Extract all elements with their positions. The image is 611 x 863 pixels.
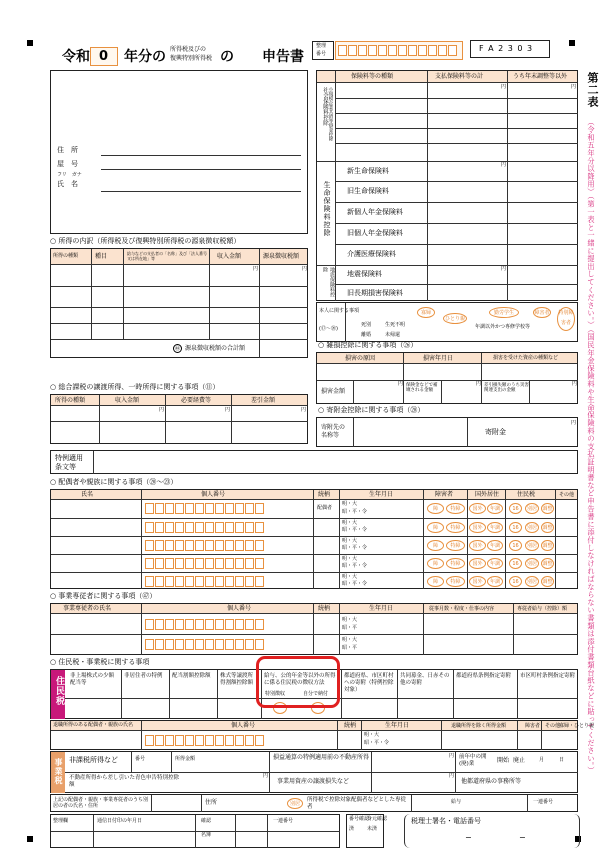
income-section-title: ○ 所得の内訳（所得税及び復興特別所得税の源泉徴収税額） (50, 237, 241, 245)
widow-checkbox[interactable]: 寡婦 (417, 307, 435, 318)
life-row-4: 旧個人年金保険料 (347, 229, 403, 237)
seiri-number-field[interactable] (335, 41, 463, 60)
business-tax-side-label: 事業税 (54, 758, 63, 785)
dependent-nenchou-3[interactable]: 年調 (487, 540, 503, 551)
dependent-disabled-1[interactable]: 障 (427, 503, 444, 514)
dependent-number-cells-2[interactable] (145, 522, 265, 541)
yago-line[interactable] (101, 169, 301, 170)
life-row-5: 介護医療保険料 (347, 250, 396, 258)
era-label: 令和 (62, 49, 90, 65)
highlight-box (256, 656, 340, 708)
title-right: 申告書 (262, 49, 304, 65)
quake-label: 地震保険料控除 (322, 267, 335, 297)
dependent-separate-3[interactable]: 別居 (525, 540, 539, 551)
resident-col-2: 非居住者の特例 (124, 673, 163, 679)
aggregate-table: 所得の種類 収入金額 必要経費等 差引金額 円 円 円 (50, 394, 308, 444)
personal-items-range: (⑰〜⑳) (319, 326, 338, 332)
resident-spouse-row: 退職所得のある配偶者・親族の氏名 個人番号 続柄 生年月日 退職所得を除く所得金額 障害者 その他 寡婦・ひとり親 明・大 昭・平・令 (50, 720, 578, 750)
dependent-separate-5[interactable]: 別居 (525, 576, 539, 587)
dependent-nenchou-4[interactable]: 年調 (487, 558, 503, 569)
sidebar-note: （令和五年分以降用）（第一表と一緒に提出してください。）（国民年金保険料や生命保険料の支払証明書など申告書に添付しなければならない書類は添付書類台紙などに貼ってください。） (587, 118, 596, 775)
personal-items-label: 本人に関する事項 (319, 308, 360, 314)
dependent-nenchou-1[interactable]: 年調 (487, 503, 503, 514)
dependent-disabled-5[interactable]: 障 (427, 576, 444, 587)
address-label: 住 所 (57, 146, 78, 154)
student-checkbox[interactable]: 勤労学生 (489, 307, 519, 318)
life-label: 生命保険料控除 (323, 181, 331, 237)
ins-header-total: 支払保険料等の計 (435, 73, 484, 80)
hitorioya-checkbox[interactable]: ひとり親 (443, 313, 467, 324)
title-tax-small-2: 復興特別所得税 (170, 55, 213, 62)
dependent-special-4[interactable]: 特障 (446, 558, 465, 569)
dependent-number-cells-5[interactable] (145, 576, 265, 595)
small-label: 小規模企業共済等掛金控除 (328, 87, 333, 141)
casualty-section-title: ○ 雑損控除に関する事項（㉖） (318, 341, 418, 349)
disabled-checkbox[interactable]: 障害者 (533, 307, 551, 318)
life-row-2: 旧生命保険料 (347, 187, 389, 195)
business-tax-table: 事業税 非課税所得など 番号 所得金額 損益通算の特例適用前の不動産所得 前年中の開(廃)業 開始 廃止 月 日 不動産所得から差し引いた青色申告特別控除額 事業用資産の譲渡損失など 他都道府県の事務所等 円 円 円 (50, 751, 578, 793)
dependent-16-4[interactable]: 16 (509, 558, 522, 569)
dependent-separate-1[interactable]: 別居 (525, 503, 539, 514)
donation-section-title: ○ 寄附金控除に関する事項（㉘） (318, 406, 425, 414)
dependent-abroad-3[interactable]: 国外 (469, 540, 486, 551)
dependent-special-5[interactable]: 特障 (446, 576, 465, 587)
collect-option-2: 自分で納付 (303, 691, 329, 697)
ins-header-other: うち年末調整等以外 (513, 73, 568, 80)
employee-number-cells-1[interactable] (145, 619, 265, 638)
footer-sep-row: 上記の配偶者・親族・事業専従者のうち別居の者の氏名・住所 住所 別居 所得税で控除対象配偶者などとした専従者 給与 一連番号 (50, 794, 578, 812)
dependent-disabled-4[interactable]: 障 (427, 558, 444, 569)
quake-row-1: 地震保険料 (347, 270, 382, 278)
dependent-number-cells-1[interactable] (145, 503, 265, 522)
dependent-separate-4[interactable]: 別居 (525, 558, 539, 569)
furigana-label: フリ ガナ (57, 172, 82, 178)
personal-box (50, 70, 308, 234)
registration-mark-tl (27, 40, 33, 46)
dependent-abroad-1[interactable]: 国外 (469, 503, 486, 514)
dependent-special-2[interactable]: 特障 (446, 522, 465, 533)
dependent-adjust-4[interactable]: 調整 (541, 558, 554, 569)
registration-mark-tr (569, 40, 575, 46)
business-emp-table: 事業専従者の氏名 個人番号 続柄 生年月日 従事月数・程度・仕事の内容 専従者給与（控除）額 明・大 昭・平 明・大 昭・平 (50, 603, 578, 655)
resident-col-5: 給与、公的年金等以外の所得に係る住民税の徴収方法 (264, 673, 336, 686)
resident-tax-side-label: 住民税 (54, 676, 64, 706)
resident-tax-section-title: ○ 住民税・事業税に関する事項 (50, 658, 150, 666)
resident-col-3: 配当割額控除額 (172, 673, 211, 679)
dependent-disabled-2[interactable]: 障 (427, 522, 444, 533)
dependent-adjust-2[interactable]: 調整 (541, 522, 554, 533)
dependent-separate-2[interactable]: 別居 (525, 522, 539, 533)
employee-number-cells-2[interactable] (145, 639, 265, 658)
dependent-16-2[interactable]: 16 (509, 522, 522, 533)
dependent-nenchou-2[interactable]: 年調 (487, 522, 503, 533)
life-row-3: 新個人年金保険料 (347, 208, 403, 216)
dependent-16-5[interactable]: 16 (509, 576, 522, 587)
resident-col-6: 都道府県、市区町村への寄附（特例控除対象） (344, 673, 394, 693)
casualty-table: 損害の原因 損害年月日 損害を受けた資産の種類など 損害金額 保険金などで補塡される金額 差引損失額のうち災害関連支出の金額 円 円 円 (316, 352, 578, 404)
dependent-disabled-3[interactable]: 障 (427, 540, 444, 551)
title-mid: 年分の (124, 49, 166, 65)
sidebar-title: 第二表 (586, 72, 599, 108)
dependents-table: 氏名 個人番号 続柄 生年月日 障害者 国外居住 住民税 その他 配偶者 明・大 昭・平・令 明・大 昭・平・令 明・大 昭・平・令 明・大 昭・平・令 明・大 昭・平・令 障 特障 国外 年調 16 別居 調整 障 特障 国外 年調 16 別居 調整 障 特障 国外 年調 16 別居 調整 障 特障 国外 年調 16 別居 調整 障 特障 国外 年調 16 別居 調整 (50, 489, 578, 589)
dependent-nenchou-5[interactable]: 年調 (487, 576, 503, 587)
resident-col-9: 市区町村条例指定寄附 (520, 673, 576, 679)
business-emp-section-title: ○ 事業専従者に関する事項（㊼） (50, 592, 157, 600)
social-label: 社会保険料控除 (322, 87, 328, 126)
dependents-section-title: ○ 配偶者や親族に関する事項（⑳〜㉓） (50, 478, 178, 486)
name-label: 氏 名 (57, 180, 78, 188)
dependent-abroad-2[interactable]: 国外 (469, 522, 486, 533)
dependent-special-1[interactable]: 特障 (446, 503, 465, 514)
dependent-adjust-5[interactable]: 調整 (541, 576, 554, 587)
zeirishi-label: 税理士署名・電話番号 (411, 817, 481, 825)
office-use-box: 整理欄 通信日付印の年月日 確認 名簿 一連番号 (50, 814, 340, 848)
personal-items-box: 本人に関する事項 (⑰〜⑳) 寡婦 ひとり親 勤労学生 障害者 特別障害者 死別 生死不明 離婚 未帰還 年調以外かつ専修学校等 (316, 302, 578, 342)
registration-mark-bl (27, 836, 33, 842)
dependent-abroad-4[interactable]: 国外 (469, 558, 486, 569)
resident-col-1: 非上場株式の少額配当等 (70, 673, 115, 686)
dependent-number-cells-3[interactable] (145, 540, 265, 559)
special-disabled-checkbox[interactable]: 特別障害者 (557, 307, 575, 331)
title-tax-small-1: 所得税及びの (170, 46, 207, 53)
dependent-special-3[interactable]: 特障 (446, 540, 465, 551)
insurance-table: 保険料等の種類 支払保険料等の計 うち年末調整等以外 社会保険料控除 小規模企業共済等掛金控除 生命保険料控除 新生命保険料 旧生命保険料 新個人年金保険料 旧個人年金保険料 介護医療保険料 地震保険料控除 地震保険料 旧長期損害保険料 円 円 円 円 (316, 70, 578, 301)
collect-option-1: 特別徴収 (265, 691, 286, 697)
form-code-box: F A 2 3 0 3 (470, 40, 550, 58)
ins-header-type: 保険料等の種類 (351, 73, 394, 80)
year-field[interactable]: 0 (90, 47, 118, 66)
quake-row-2: 旧長期損害保険料 (347, 289, 403, 297)
donation-table: 寄附先の名称等 寄附金 円 (316, 417, 578, 447)
confirm-box: 番号確認 身元確認 済 未済 (346, 814, 384, 848)
dependent-16-1[interactable]: 16 (509, 503, 522, 514)
income-table: 所得の種類 種目 給与などの支払者の「名称」及び「法人番号又は所在地」等 収入金額 源泉徴収税額 円 円 ㊽ 源泉徴収税額の合計額 (50, 248, 308, 358)
income-total-label: 源泉徴収税額の合計額 (185, 345, 246, 352)
aggregate-section-title: ○ 総合課税の譲渡所得、一時所得に関する事項（⑪） (50, 383, 220, 391)
life-row-1: 新生命保険料 (347, 167, 389, 175)
resident-col-4: 株式等譲渡所得割額控除額 (220, 673, 254, 686)
resident-col-7: 共同募金、日赤その他の寄附 (400, 673, 450, 686)
dependent-number-cells-4[interactable] (145, 558, 265, 577)
resident-col-8: 都道府県条例指定寄附 (456, 673, 512, 679)
dependent-16-3[interactable]: 16 (509, 540, 522, 551)
address-line[interactable] (101, 155, 301, 156)
title-no: の (220, 49, 234, 65)
special-provision-box: 特例適用条文等 (50, 450, 578, 474)
yago-label: 屋 号 (57, 160, 78, 168)
dependent-abroad-5[interactable]: 国外 (469, 576, 486, 587)
dependent-adjust-3[interactable]: 調整 (541, 540, 554, 551)
dependent-adjust-1[interactable]: 調整 (541, 503, 554, 514)
name-line[interactable] (101, 191, 301, 192)
seiri-label-box: 整理 番号 (312, 41, 334, 60)
zeirishi-box: 税理士署名・電話番号 − − (404, 814, 580, 848)
